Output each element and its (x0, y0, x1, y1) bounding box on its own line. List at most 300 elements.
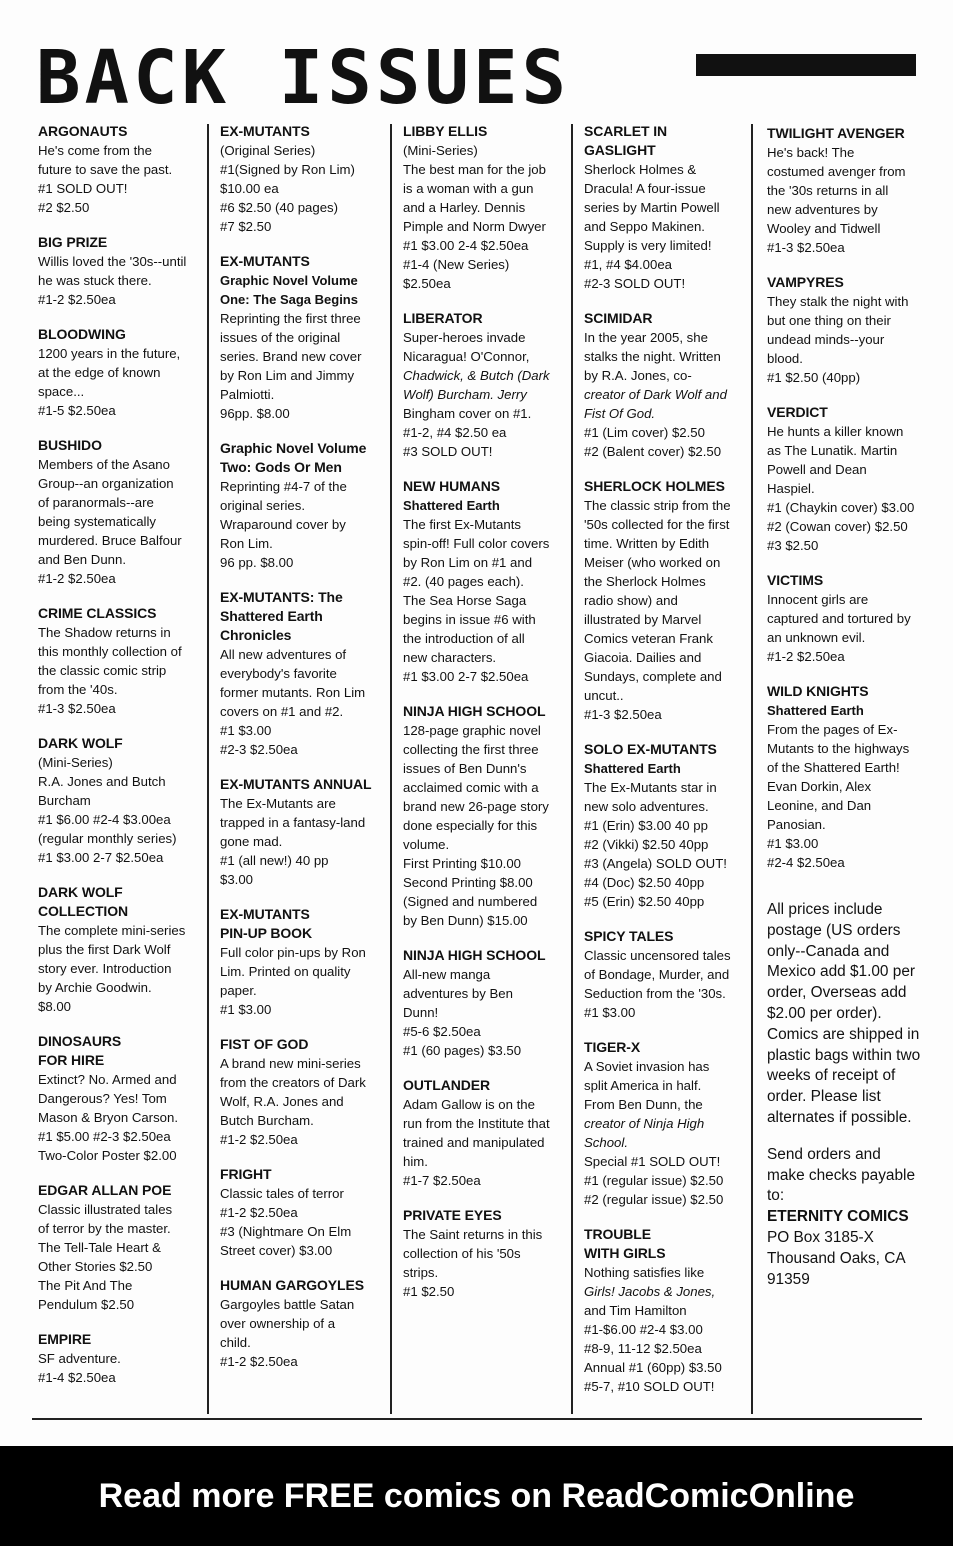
pricing-text: weeks of receipt of (767, 1067, 896, 1085)
entry-text: Meiser (who worked on (584, 555, 721, 570)
entry-text: #1-$6.00 #2-4 $3.00 (584, 1322, 703, 1337)
entry-text: Full color pin-ups by Ron (220, 945, 366, 960)
entry-text: covers on #1 and #2. (220, 704, 344, 719)
entry-title: FIST OF GOD (220, 1036, 309, 1052)
entry-title: NINJA HIGH SCHOOL (403, 703, 546, 719)
entry-text: and Seppo Makinen. (584, 219, 705, 234)
pricing-text: order, Overseas add (767, 984, 907, 1002)
entry-title: ARGONAUTS (38, 123, 128, 139)
address-line: 91359 (767, 1270, 810, 1288)
entry-text: an unknown evil. (767, 630, 866, 645)
entry-title: EX-MUTANTS ANNUAL (220, 776, 372, 792)
entry-title: VAMPYRES (767, 274, 844, 290)
entry-title: TIGER-X (584, 1039, 641, 1055)
entry-text: Wooley and Tidwell (767, 221, 881, 236)
entry-text: of paranormals--are (38, 495, 154, 510)
order-notice (767, 900, 937, 1290)
catalog-column-5-entries (767, 124, 937, 872)
entry-text: time. Written by Edith (584, 536, 710, 551)
entry-text: Classic uncensored tales (584, 948, 731, 963)
entry-title: EMPIRE (38, 1331, 92, 1347)
entry-title: VICTIMS (767, 572, 824, 588)
entry-text: Palmiotti. (220, 387, 275, 402)
entry-text: the classic comic strip (38, 663, 167, 678)
entry-text: #5-6 $2.50ea (403, 1024, 481, 1039)
entry-text: $10.00 ea (220, 181, 279, 196)
entry-text: series by Martin Powell (584, 200, 720, 215)
entry-title: COLLECTION (38, 903, 128, 919)
entry-text: #1-7 $2.50ea (403, 1173, 481, 1188)
catalog-entry (38, 734, 206, 867)
entry-text: Gargoyles battle Satan (220, 1297, 355, 1312)
entry-title: FOR HIRE (38, 1052, 105, 1068)
order-instructions (767, 1145, 937, 1207)
entry-text: #1 (60 pages) $3.50 (403, 1043, 522, 1058)
entry-text: First Printing $10.00 (403, 856, 522, 871)
entry-text: #1 (Erin) $3.00 40 pp (584, 818, 708, 833)
entry-text: The Saint returns in this (403, 1227, 543, 1242)
entry-text: Powell and Dean (767, 462, 867, 477)
entry-text: #4 (Doc) $2.50 40pp (584, 875, 705, 890)
entry-text: paper. (220, 983, 257, 998)
catalog-entry (403, 122, 571, 293)
entry-text: The complete mini-series (38, 923, 186, 938)
entry-title: NINJA HIGH SCHOOL (403, 947, 546, 963)
catalog-entry (584, 309, 752, 461)
entry-title: EX-MUTANTS: The (220, 589, 343, 605)
entry-title: DARK WOLF (38, 735, 123, 751)
entry-text: by Ben Dunn) $15.00 (403, 913, 528, 928)
order-text: make checks payable (767, 1166, 915, 1184)
entry-text: Mason & Bryon Carson. (38, 1110, 178, 1125)
entry-text: The best man for the job (403, 162, 546, 177)
entry-text: #1 $3.00 (767, 836, 819, 851)
entry-text: child. (220, 1335, 251, 1350)
entry-text: #1-4 $2.50ea (38, 1370, 116, 1385)
entry-text: done especially for this (403, 818, 538, 833)
catalog-entry (220, 252, 388, 423)
entry-text: #1 SOLD OUT! (38, 181, 128, 196)
entry-text: acclaimed comic with a (403, 780, 539, 795)
entry-text: Classic illustrated tales (38, 1202, 173, 1217)
entry-text: #1-2 $2.50ea (220, 1354, 298, 1369)
entry-text: costumed avenger from (767, 164, 906, 179)
entry-text: being systematically (38, 514, 157, 529)
address-line: Thousand Oaks, CA (767, 1249, 906, 1267)
entry-text: Innocent girls are (767, 592, 869, 607)
entry-text: #1-2, #4 $2.50 ea (403, 425, 507, 440)
entry-text: Second Printing $8.00 (403, 875, 533, 890)
entry-text: School. (584, 1135, 628, 1150)
entry-text: blood. (767, 351, 803, 366)
catalog-entry (38, 1032, 206, 1165)
entry-text: #1 $3.00 (220, 1002, 272, 1017)
entry-text: #1-3 $2.50ea (38, 701, 116, 716)
entry-text: The Ex-Mutants star in (584, 780, 717, 795)
entry-text: #1, #4 $4.00ea (584, 257, 672, 272)
entry-text: begins in issue #6 with (403, 612, 536, 627)
entry-text: creator of Dark Wolf and (584, 387, 727, 402)
catalog-column-5 (767, 124, 937, 1290)
entry-text: Group--an organization (38, 476, 174, 491)
catalog-entry (767, 124, 937, 257)
entry-text: A brand new mini-series (220, 1056, 361, 1071)
entry-text: 96 pp. $8.00 (220, 555, 294, 570)
catalog-entry (403, 1076, 571, 1190)
entry-text: former mutants. Ron Lim (220, 685, 366, 700)
entry-text: He's back! The (767, 145, 855, 160)
entry-text: collection of his '50s (403, 1246, 521, 1261)
entry-text: The Pit And The (38, 1278, 133, 1293)
entry-text: as The Lunatik. Martin (767, 443, 898, 458)
entry-title: HUMAN GARGOYLES (220, 1277, 364, 1293)
entry-text: SF adventure. (38, 1351, 121, 1366)
entry-text: is a woman with a gun (403, 181, 534, 196)
entry-text: The classic strip from the (584, 498, 731, 513)
entry-title: OUTLANDER (403, 1077, 490, 1093)
entry-title: SOLO EX-MUTANTS (584, 741, 717, 757)
catalog-entry (220, 588, 388, 759)
entry-title: SCARLET IN (584, 123, 668, 139)
entry-title: SPICY TALES (584, 928, 674, 944)
entry-text: A Soviet invasion has (584, 1059, 710, 1074)
entry-text: Annual #1 (60pp) $3.50 (584, 1360, 722, 1375)
entry-title: BLOODWING (38, 326, 126, 342)
catalog-entry (38, 122, 206, 217)
pricing-text: only--Canada and (767, 942, 890, 960)
entry-text: All new adventures of (220, 647, 347, 662)
entry-text: series. Brand new cover (220, 349, 362, 364)
entry-text: The Ex-Mutants are (220, 796, 336, 811)
entry-title: EX-MUTANTS (220, 906, 310, 922)
catalog-entry (584, 477, 752, 724)
entry-text: trained and manipulated (403, 1135, 545, 1150)
entry-text: spin-off! Full color covers (403, 536, 550, 551)
entry-text: Butch Burcham. (220, 1113, 314, 1128)
entry-text: from the '40s. (38, 682, 118, 697)
entry-text: issues of Ben Dunn's (403, 761, 527, 776)
entry-text: #2 (Cowan cover) $2.50 (767, 519, 908, 534)
entry-text: #1 $3.00 2-7 $2.50ea (38, 850, 164, 865)
entry-text: The Sea Horse Saga (403, 593, 527, 608)
pricing-text: All prices include (767, 901, 883, 918)
entry-subtitle: Graphic Novel Volume (220, 273, 358, 288)
mailing-address (767, 1228, 937, 1290)
entry-text: Classic tales of terror (220, 1186, 344, 1201)
entry-text: from the creators of Dark (220, 1075, 366, 1090)
catalog-entry (38, 1181, 206, 1314)
catalog-entry (38, 233, 206, 309)
entry-title: Two: Gods Or Men (220, 459, 342, 475)
entry-text: stalks the night. Written (584, 349, 721, 364)
catalog-entry (403, 477, 571, 686)
page-title: BACK ISSUES (36, 35, 571, 121)
entry-title: LIBBY ELLIS (403, 123, 488, 139)
entry-text: new characters. (403, 650, 497, 665)
entry-text: strips. (403, 1265, 439, 1280)
bottom-rule (32, 1418, 922, 1420)
entry-text: #3 (Angela) SOLD OUT! (584, 856, 727, 871)
entry-title: FRIGHT (220, 1166, 272, 1182)
entry-text: #7 $2.50 (220, 219, 272, 234)
entry-text: Nothing satisfies like (584, 1265, 705, 1280)
entry-text: Lim. Printed on quality (220, 964, 351, 979)
entry-text: of the Shattered Earth! (767, 760, 900, 775)
catalog-entry (767, 403, 937, 555)
entry-title: LIBERATOR (403, 310, 483, 326)
entry-text: $3.00 (220, 872, 254, 887)
entry-text: R.A. Jones and Butch (38, 774, 166, 789)
pricing-text: alternates if possible. (767, 1108, 912, 1126)
footer-banner[interactable] (0, 1446, 953, 1546)
entry-text: undead minds--your (767, 332, 885, 347)
entry-text: and a Harley. Dennis (403, 200, 526, 215)
entry-text: #2-4 $2.50ea (767, 855, 845, 870)
entry-subtitle: Shattered Earth (403, 498, 500, 513)
entry-title: DARK WOLF (38, 884, 123, 900)
entry-text: Sherlock Holmes & (584, 162, 697, 177)
pricing-text: order. Please list (767, 1088, 881, 1106)
entry-text: #1-2 $2.50ea (220, 1205, 298, 1220)
entry-text: From Ben Dunn, the (584, 1097, 703, 1112)
entry-text: #1-3 $2.50ea (767, 240, 845, 255)
entry-text: #3 (Nightmare On Elm (220, 1224, 352, 1239)
column-divider (571, 124, 573, 1414)
entry-title: PRIVATE EYES (403, 1207, 502, 1223)
entry-text: $2.50ea (403, 276, 451, 291)
entry-text: #3 $2.50 (767, 538, 819, 553)
entry-text: #2-3 $2.50ea (220, 742, 298, 757)
entry-text: Dangerous? Yes! Tom (38, 1091, 167, 1106)
title-rule-bar (696, 54, 916, 76)
entry-text: Fist Of God. (584, 406, 656, 421)
entry-text: collecting the first three (403, 742, 539, 757)
entry-text: In the year 2005, she (584, 330, 708, 345)
entry-text: Ron Lim. (220, 536, 273, 551)
entry-text: He hunts a killer known (767, 424, 904, 439)
entry-text: Wolf, R.A. Jones and (220, 1094, 344, 1109)
entry-title: CRIME CLASSICS (38, 605, 157, 621)
entry-text: new solo adventures. (584, 799, 709, 814)
entry-text: #1-2 $2.50ea (38, 292, 116, 307)
entry-text: #1 (Lim cover) $2.50 (584, 425, 705, 440)
entry-text: murdered. Bruce Balfour (38, 533, 182, 548)
entry-text: and Ben Dunn. (38, 552, 126, 567)
entry-text: and Tim Hamilton (584, 1303, 687, 1318)
entry-text: Willis loved the '30s--until (38, 254, 187, 269)
entry-text: of Bondage, Murder, and (584, 967, 730, 982)
catalog-entry (38, 1330, 206, 1387)
entry-text: #5 (Erin) $2.50 40pp (584, 894, 705, 909)
entry-text: #1 $5.00 #2-3 $2.50ea (38, 1129, 171, 1144)
entry-text: #2 (regular issue) $2.50 (584, 1192, 724, 1207)
entry-title: EX-MUTANTS (220, 123, 310, 139)
catalog-entry (403, 702, 571, 930)
entry-text: 96pp. $8.00 (220, 406, 290, 421)
entry-text: the Sherlock Holmes (584, 574, 706, 589)
entry-text: #8-9, 11-12 $2.50ea (584, 1341, 702, 1356)
entry-text: Girls! Jacobs & Jones, (584, 1284, 716, 1299)
entry-text: (regular monthly series) (38, 831, 177, 846)
pricing-text: postage (US orders (767, 921, 901, 939)
entry-text: over ownership of a (220, 1316, 336, 1331)
pricing-text: Mexico add $1.00 per (767, 963, 916, 981)
entry-text: #5-7, #10 SOLD OUT! (584, 1379, 715, 1394)
entry-title: VERDICT (767, 404, 828, 420)
entry-text: Dracula! A four-issue (584, 181, 706, 196)
entry-text: #1 $2.50 (40pp) (767, 370, 861, 385)
catalog-entry (220, 439, 388, 572)
entry-text: Members of the Asano (38, 457, 170, 472)
entry-title: BUSHIDO (38, 437, 102, 453)
catalog-entry (584, 1038, 752, 1209)
catalog-entry (220, 1276, 388, 1371)
entry-text: Pimple and Norm Dwyer (403, 219, 546, 234)
catalog-column-2 (220, 122, 388, 1387)
entry-text: #1 $2.50 (403, 1284, 455, 1299)
entry-text: him. (403, 1154, 428, 1169)
catalog-entry (403, 309, 571, 461)
entry-text: #2 (Vikki) $2.50 40pp (584, 837, 709, 852)
entry-text: #1 $3.00 (584, 1005, 636, 1020)
entry-text: split America in half. (584, 1078, 702, 1093)
entry-text: Special #1 SOLD OUT! (584, 1154, 721, 1169)
entry-text: issues of the original (220, 330, 341, 345)
entry-text: he was stuck there. (38, 273, 152, 288)
entry-text: captured and tortured by (767, 611, 911, 626)
catalog-entry (584, 1225, 752, 1396)
entry-text: #2. (40 pages each). (403, 574, 524, 589)
entry-text: #2 (Balent cover) $2.50 (584, 444, 722, 459)
entry-text: adventures by Ben (403, 986, 513, 1001)
entry-subtitle: One: The Saga Begins (220, 292, 358, 307)
footer-link-text[interactable]: Read more FREE comics on ReadComicOnline (98, 1477, 855, 1515)
column-divider (207, 124, 209, 1414)
entry-text: They stalk the night with (767, 294, 909, 309)
catalog-entry (220, 122, 388, 236)
entry-text: (Mini-Series) (38, 755, 113, 770)
entry-text: #2 $2.50 (38, 200, 90, 215)
catalog-entry (38, 436, 206, 588)
entry-text: Pendulum $2.50 (38, 1297, 135, 1312)
pricing-text: plastic bags within two (767, 1046, 921, 1064)
entry-text: the '30s returns in all (767, 183, 889, 198)
catalog-entry (38, 325, 206, 420)
entry-subtitle: Shattered Earth (767, 703, 864, 718)
catalog-entry (220, 1035, 388, 1149)
entry-text: Sundays, complete and (584, 669, 722, 684)
entry-text: #1 $6.00 #2-4 $3.00ea (38, 812, 171, 827)
entry-text: Extinct? No. Armed and (38, 1072, 177, 1087)
entry-text: creator of Ninja High (584, 1116, 705, 1131)
pricing-text: Comics are shipped in (767, 1025, 920, 1043)
entry-text: run from the Institute that (403, 1116, 550, 1131)
entry-text: #1-2 $2.50ea (220, 1132, 298, 1147)
entry-text: #2-3 SOLD OUT! (584, 276, 686, 291)
catalog-column-4 (584, 122, 752, 1412)
entry-text: gone mad. (220, 834, 283, 849)
entry-text: The first Ex-Mutants (403, 517, 521, 532)
entry-text: radio show) and (584, 593, 678, 608)
entry-text: brand new 26-page story (403, 799, 549, 814)
entry-text: Reprinting #4-7 of the (220, 479, 347, 494)
entry-text: at the edge of known (38, 365, 161, 380)
entry-text: trapped in a fantasy-land (220, 815, 366, 830)
entry-text: Leonine, and Dan (767, 798, 872, 813)
entry-text: by R.A. Jones, co- (584, 368, 692, 383)
entry-text: Burcham (38, 793, 91, 808)
entry-text: plus the first Dark Wolf (38, 942, 171, 957)
entry-text: #1 (regular issue) $2.50 (584, 1173, 724, 1188)
entry-title: Shattered Earth (220, 608, 323, 624)
entry-text: #1 (Chaykin cover) $3.00 (767, 500, 915, 515)
catalog-entry (403, 946, 571, 1060)
entry-text: Wraparound cover by (220, 517, 346, 532)
entry-text: #1 (all new!) 40 pp (220, 853, 329, 868)
entry-title: NEW HUMANS (403, 478, 500, 494)
entry-text: Two-Color Poster $2.00 (38, 1148, 177, 1163)
catalog-column-3 (403, 122, 571, 1317)
entry-title: SHERLOCK HOLMES (584, 478, 725, 494)
entry-text: $8.00 (38, 999, 72, 1014)
catalog-entry (38, 883, 206, 1016)
entry-text: this monthly collection of (38, 644, 182, 659)
entry-text: Haspiel. (767, 481, 815, 496)
entry-title: EDGAR ALLAN POE (38, 1182, 172, 1198)
entry-text: The Shadow returns in (38, 625, 171, 640)
entry-text: #1-2 $2.50ea (767, 649, 845, 664)
entry-text: All-new manga (403, 967, 491, 982)
entry-text: everybody's favorite (220, 666, 337, 681)
column-divider (390, 124, 392, 1414)
catalog-entry (38, 604, 206, 718)
entry-text: by Ron Lim on #1 and (403, 555, 533, 570)
catalog-column-1 (38, 122, 206, 1403)
entry-text: Reprinting the first three (220, 311, 361, 326)
entry-text: #1-3 $2.50ea (584, 707, 662, 722)
entry-text: space... (38, 384, 85, 399)
catalog-entry (584, 927, 752, 1022)
entry-text: (Mini-Series) (403, 143, 478, 158)
entry-text: He's come from the (38, 143, 152, 158)
entry-text: (Original Series) (220, 143, 316, 158)
entry-text: Wolf) Burcham. Jerry (403, 387, 527, 402)
entry-text: #6 $2.50 (40 pages) (220, 200, 339, 215)
entry-text: Super-heroes invade (403, 330, 526, 345)
entry-title: EX-MUTANTS (220, 253, 310, 269)
entry-text: #1-5 $2.50ea (38, 403, 116, 418)
catalog-entry (220, 905, 388, 1019)
entry-text: by Ron Lim and Jimmy (220, 368, 355, 383)
entry-text: the introduction of all (403, 631, 525, 646)
entry-title: PIN-UP BOOK (220, 925, 312, 941)
entry-title: GASLIGHT (584, 142, 656, 158)
entry-title: TROUBLE (584, 1226, 651, 1242)
entry-text: Adam Gallow is on the (403, 1097, 535, 1112)
address-line: PO Box 3185-X (767, 1228, 874, 1246)
entry-title: BIG PRIZE (38, 234, 108, 250)
catalog-entry (220, 775, 388, 889)
entry-text: Chadwick, & Butch (Dark (403, 368, 550, 383)
entry-text: Street cover) $3.00 (220, 1243, 333, 1258)
order-text: to: (767, 1187, 785, 1205)
catalog-entry (767, 273, 937, 387)
entry-text: Other Stories $2.50 (38, 1259, 153, 1274)
entry-text: Giacoia. Dailies and (584, 650, 702, 665)
entry-text: #3 SOLD OUT! (403, 444, 493, 459)
entry-text: Supply is very limited! (584, 238, 712, 253)
entry-text: of terror by the master. (38, 1221, 171, 1236)
